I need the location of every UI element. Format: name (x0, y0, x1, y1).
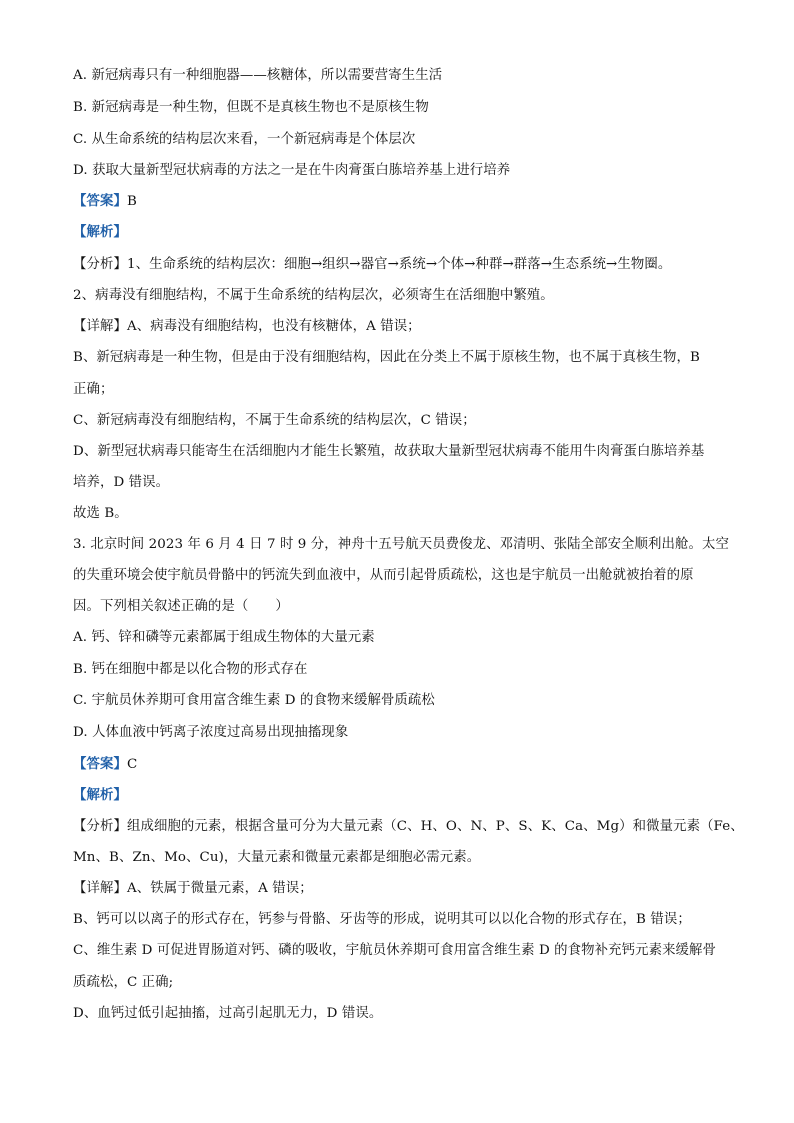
q3-xiangjie-b: B、钙可以以离子的形式存在，钙参与骨骼、牙齿等的形成，说明其可以以化合物的形式存在，B 错误； (73, 912, 691, 927)
q2-xiangjie-c: C、新冠病毒没有细胞结构，不属于生命系统的结构层次，C 错误； (73, 413, 476, 428)
q3-option-c: C. 宇航员休养期可食用富含维生素 D 的食物来缓解骨质疏松 (73, 693, 435, 708)
q3-fenxi-1 (73, 818, 744, 836)
q2-option-b: B. 新冠病毒是一种生物，但既不是真核生物也不是原核生物 (73, 100, 429, 115)
fenxi-tag: 【分析】 (73, 819, 127, 834)
q3-option-b: B. 钙在细胞中都是以化合物的形式存在 (73, 662, 308, 677)
q3-xiangjie-d: D、血钙过低引起抽搐，过高引起肌无力，D 错误。 (73, 1006, 383, 1021)
q3-analysis-heading (73, 786, 733, 805)
q2-xiangjie-a (73, 318, 733, 336)
analysis-tag: 【解析】 (73, 787, 127, 803)
answer-value: C (126, 757, 138, 772)
q3-stem-2: 的失重环境会使宇航员骨骼中的钙流失到血液中，从而引起骨质疏松，这也是宇航员一出舱就被抬着的原 (73, 568, 694, 583)
q3-xiangjie-a (73, 880, 733, 898)
q3-option-a: A. 钙、锌和磷等元素都属于组成生物体的大量元素 (73, 630, 375, 645)
q3-stem-3: 因。下列相关叙述正确的是（ ） (73, 599, 289, 614)
answer-value: B (126, 194, 137, 209)
fenxi-text: 1、生命系统的结构层次：细胞→组织→器官→系统→个体→种群→群落→生态系统→生物圈。 (126, 257, 672, 272)
fenxi-text: 组成细胞的元素，根据含量可分为大量元素（C、H、O、N、P、S、K、Ca、Mg）和微量元素（Fe、 (126, 819, 744, 834)
analysis-tag: 【解析】 (73, 224, 127, 240)
xiangjie-tag: 【详解】 (73, 319, 127, 334)
q2-option-a: A. 新冠病毒只有一种细胞器——核糖体，所以需要营寄生生活 (73, 68, 443, 83)
q2-option-c: C. 从生命系统的结构层次来看，一个新冠病毒是个体层次 (73, 132, 416, 147)
q2-fenxi-1 (73, 256, 733, 274)
q2-fenxi-2: 2、病毒没有细胞结构，不属于生命系统的结构层次，必须寄生在活细胞中繁殖。 (73, 288, 554, 303)
answer-tag: 【答案】 (73, 193, 127, 209)
q2-xiangjie-d-2: 培养，D 错误。 (73, 475, 170, 490)
q3-option-d: D. 人体血液中钙离子浓度过高易出现抽搐现象 (73, 725, 349, 740)
q3-xiangjie-c-2: 质疏松，C 正确; (73, 975, 174, 990)
q3-xiangjie-c-1: C、维生素 D 可促进胃肠道对钙、磷的吸收，宇航员休养期可食用富含维生素 D 的食物补充钙元素来缓解骨 (73, 943, 717, 958)
q2-xiangjie-b-1: B、新冠病毒是一种生物，但是由于没有细胞结构，因此在分类上不属于原核生物，也不属于真核生物，B (73, 350, 700, 365)
q2-xiangjie-b-2: 正确； (73, 382, 114, 397)
xiangjie-text: A、铁属于微量元素，A 错误； (126, 881, 313, 896)
xiangjie-tag: 【详解】 (73, 881, 127, 896)
q2-xiangjie-d-1: D、新型冠状病毒只能寄生在活细胞内才能生长繁殖，故获取大量新型冠状病毒不能用牛肉膏蛋白胨培养基 (73, 444, 705, 459)
q3-answer (73, 755, 733, 774)
xiangjie-text: A、病毒没有细胞结构，也没有核糖体，A 错误； (126, 319, 421, 334)
q2-answer (73, 192, 733, 211)
answer-tag: 【答案】 (73, 756, 127, 772)
q2-option-d: D. 获取大量新型冠状病毒的方法之一是在牛肉膏蛋白胨培养基上进行培养 (73, 163, 511, 178)
q3-fenxi-2: Mn、B、Zn、Mo、Cu)，大量元素和微量元素都是细胞必需元素。 (73, 850, 481, 865)
q2-conclusion: 故选 B。 (73, 506, 128, 521)
q2-analysis-heading (73, 223, 733, 242)
fenxi-tag: 【分析】 (73, 257, 127, 272)
q3-stem-1: 3. 北京时间 2023 年 6 月 4 日 7 时 9 分，神舟十五号航天员费俊龙、邓清明、张陆全部安全顺利出舱。太空 (73, 537, 729, 552)
